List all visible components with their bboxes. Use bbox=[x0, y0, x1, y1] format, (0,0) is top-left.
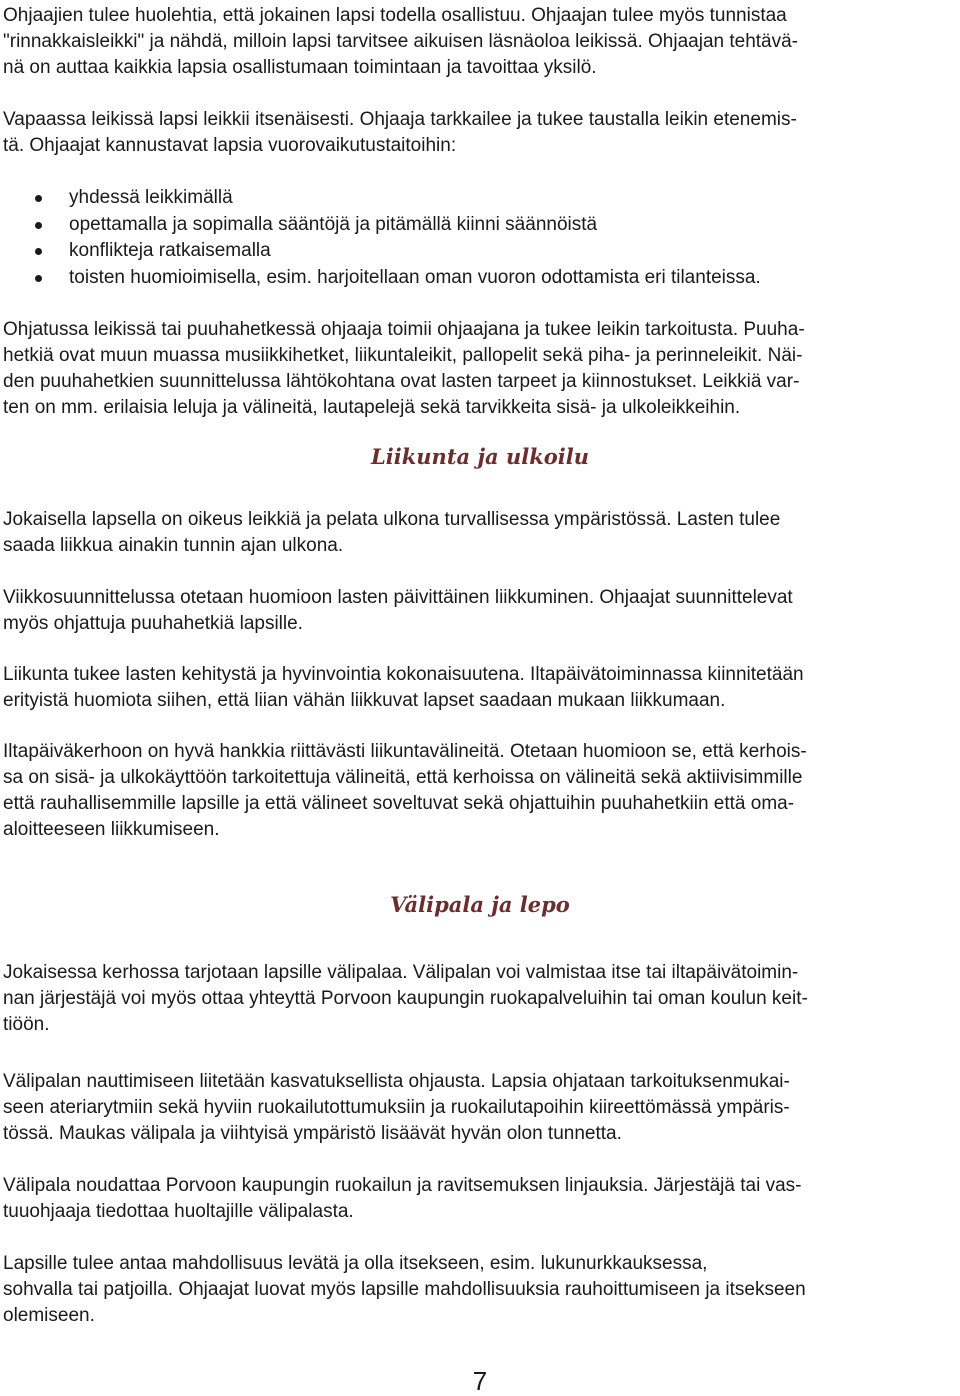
bullet-icon bbox=[35, 195, 42, 202]
text-line: tä. Ohjaajat kannustavat lapsia vuorovaikutustaitoihin: bbox=[3, 135, 457, 156]
text-line: Iltapäiväkerhoon on hyvä hankkia riittävästi liikuntavälineitä. Otetaan huomioon se, että kerhois- bbox=[3, 741, 807, 762]
text-line: myös ohjattuja puuhahetkiä lapsille. bbox=[3, 613, 303, 634]
list-item-text: opettamalla ja sopimalla sääntöjä ja pitämällä kiinni säännöistä bbox=[69, 213, 598, 235]
guided-play-paragraph bbox=[3, 317, 953, 421]
text-line: tiöön. bbox=[3, 1014, 50, 1035]
text-line: olemiseen. bbox=[3, 1305, 95, 1326]
bullet-icon bbox=[35, 248, 42, 255]
exercise-paragraph-2 bbox=[3, 585, 953, 637]
text-line: Ohjatussa leikissä tai puuhahetkessä ohjaaja toimii ohjaajana ja tukee leikin tarkoitusta. Puuha- bbox=[3, 319, 805, 340]
text-line: ten on mm. erilaisia leluja ja välineitä, lautapelejä sekä tarvikkeita sisä- ja ulkoleikkeihin. bbox=[3, 397, 741, 418]
intro-paragraph bbox=[3, 3, 953, 81]
interaction-skills-list bbox=[0, 185, 950, 291]
exercise-paragraph-4 bbox=[3, 739, 953, 843]
text-line: Lapsille tulee antaa mahdollisuus levätä ja olla itsekseen, esim. lukunurkkauksessa, bbox=[3, 1253, 708, 1274]
text-line: den puuhahetkien suunnittelussa lähtökohtana ovat lasten tarpeet ja kiinnostukset. Leikkiä var- bbox=[3, 371, 800, 392]
text-line: että rauhallisemmille lapsille ja että välineet soveltuvat sekä ohjattuihin puuhahetkiin että oma- bbox=[3, 793, 795, 814]
text-line: tössä. Maukas välipala ja viihtyisä ympäristö lisäävät hyvän olon tunnetta. bbox=[3, 1123, 622, 1144]
list-item bbox=[0, 185, 950, 212]
text-line: sohvalla tai patjoilla. Ohjaajat luovat myös lapsille mahdollisuuksia rauhoittumiseen ja itsekseen bbox=[3, 1279, 806, 1300]
text-line: Jokaisessa kerhossa tarjotaan lapsille välipalaa. Välipalan voi valmistaa itse tai iltapäivätoimin- bbox=[3, 962, 799, 983]
text-line: erityistä huomiota siihen, että liian vähän liikkuvat lapset saadaan mukaan liikkumaan. bbox=[3, 690, 726, 711]
text-line: Viikkosuunnittelussa otetaan huomioon lasten päivittäinen liikkuminen. Ohjaajat suunnittelevat bbox=[3, 587, 793, 608]
text-line: aloitteeseen liikkumiseen. bbox=[3, 819, 220, 840]
text-line: sa on sisä- ja ulkokäyttöön tarkoitettuja välineitä, että kerhoissa on välineitä sekä aktiivisimmille bbox=[3, 767, 803, 788]
text-line: seen ateriarytmiin sekä hyviin ruokailutottumuksiin ja ruokailutapoihin kiireettömässä ympäris- bbox=[3, 1097, 790, 1118]
snack-paragraph-4 bbox=[3, 1251, 953, 1329]
text-line: Liikunta tukee lasten kehitystä ja hyvinvointia kokonaisuutena. Iltapäivätoiminnassa kiinnitetään bbox=[3, 664, 804, 685]
text-line: nä on auttaa kaikkia lapsia osallistumaan toimintaan ja tavoittaa yksilö. bbox=[3, 57, 597, 78]
snack-paragraph-2 bbox=[3, 1069, 953, 1147]
list-item-text: konflikteja ratkaisemalla bbox=[69, 240, 271, 261]
text-line: Jokaisella lapsella on oikeus leikkiä ja pelata ulkona turvallisessa ympäristössä. Lasten tulee bbox=[3, 509, 781, 530]
exercise-paragraph-3 bbox=[3, 662, 953, 714]
section-heading-exercise: Liikunta ja ulkoilu bbox=[371, 444, 589, 469]
snack-paragraph-1 bbox=[3, 960, 953, 1038]
list-item-text: toisten huomioimisella, esim. harjoitellaan oman vuoron odottamista eri tilanteissa. bbox=[69, 266, 761, 288]
text-line: "rinnakkaisleikki" ja nähdä, milloin lapsi tarvitsee aikuisen läsnäoloa leikissä. Ohjaajan tehtävä- bbox=[3, 31, 799, 52]
bullet-icon bbox=[35, 222, 42, 229]
text-line: Vapaassa leikissä lapsi leikkii itsenäisesti. Ohjaaja tarkkailee ja tukee taustalla leikin etenemis- bbox=[3, 109, 797, 130]
text-line: hetkiä ovat muun muassa musiikkihetket, liikuntaleikit, pallopelit sekä piha- ja perinneleikit. Näi- bbox=[3, 345, 803, 366]
text-line: Ohjaajien tulee huolehtia, että jokainen lapsi todella osallistuu. Ohjaajan tulee myös tunnistaa bbox=[3, 5, 787, 26]
list-item bbox=[0, 212, 950, 239]
text-line: Välipala noudattaa Porvoon kaupungin ruokailun ja ravitsemuksen linjauksia. Järjestäjä tai vas- bbox=[3, 1175, 802, 1196]
list-item-text: yhdessä leikkimällä bbox=[69, 187, 233, 208]
page-number: 7 bbox=[472, 1366, 488, 1396]
list-item bbox=[0, 265, 950, 292]
text-line: tuuohjaaja tiedottaa huoltajille välipalasta. bbox=[3, 1201, 354, 1222]
snack-paragraph-3 bbox=[3, 1173, 953, 1225]
text-line: Välipalan nauttimiseen liitetään kasvatuksellista ohjausta. Lapsia ohjataan tarkoituksenmukai- bbox=[3, 1071, 790, 1092]
text-line: nan järjestäjä voi myös ottaa yhteyttä Porvoon kaupungin ruokapalveluihin tai oman koulun keit- bbox=[3, 988, 808, 1009]
exercise-paragraph-1 bbox=[3, 507, 953, 559]
section-heading-snack: Välipala ja lepo bbox=[390, 892, 570, 917]
list-item bbox=[0, 238, 950, 265]
text-line: saada liikkua ainakin tunnin ajan ulkona. bbox=[3, 535, 344, 556]
bullet-icon bbox=[35, 275, 42, 282]
free-play-paragraph bbox=[3, 107, 953, 159]
